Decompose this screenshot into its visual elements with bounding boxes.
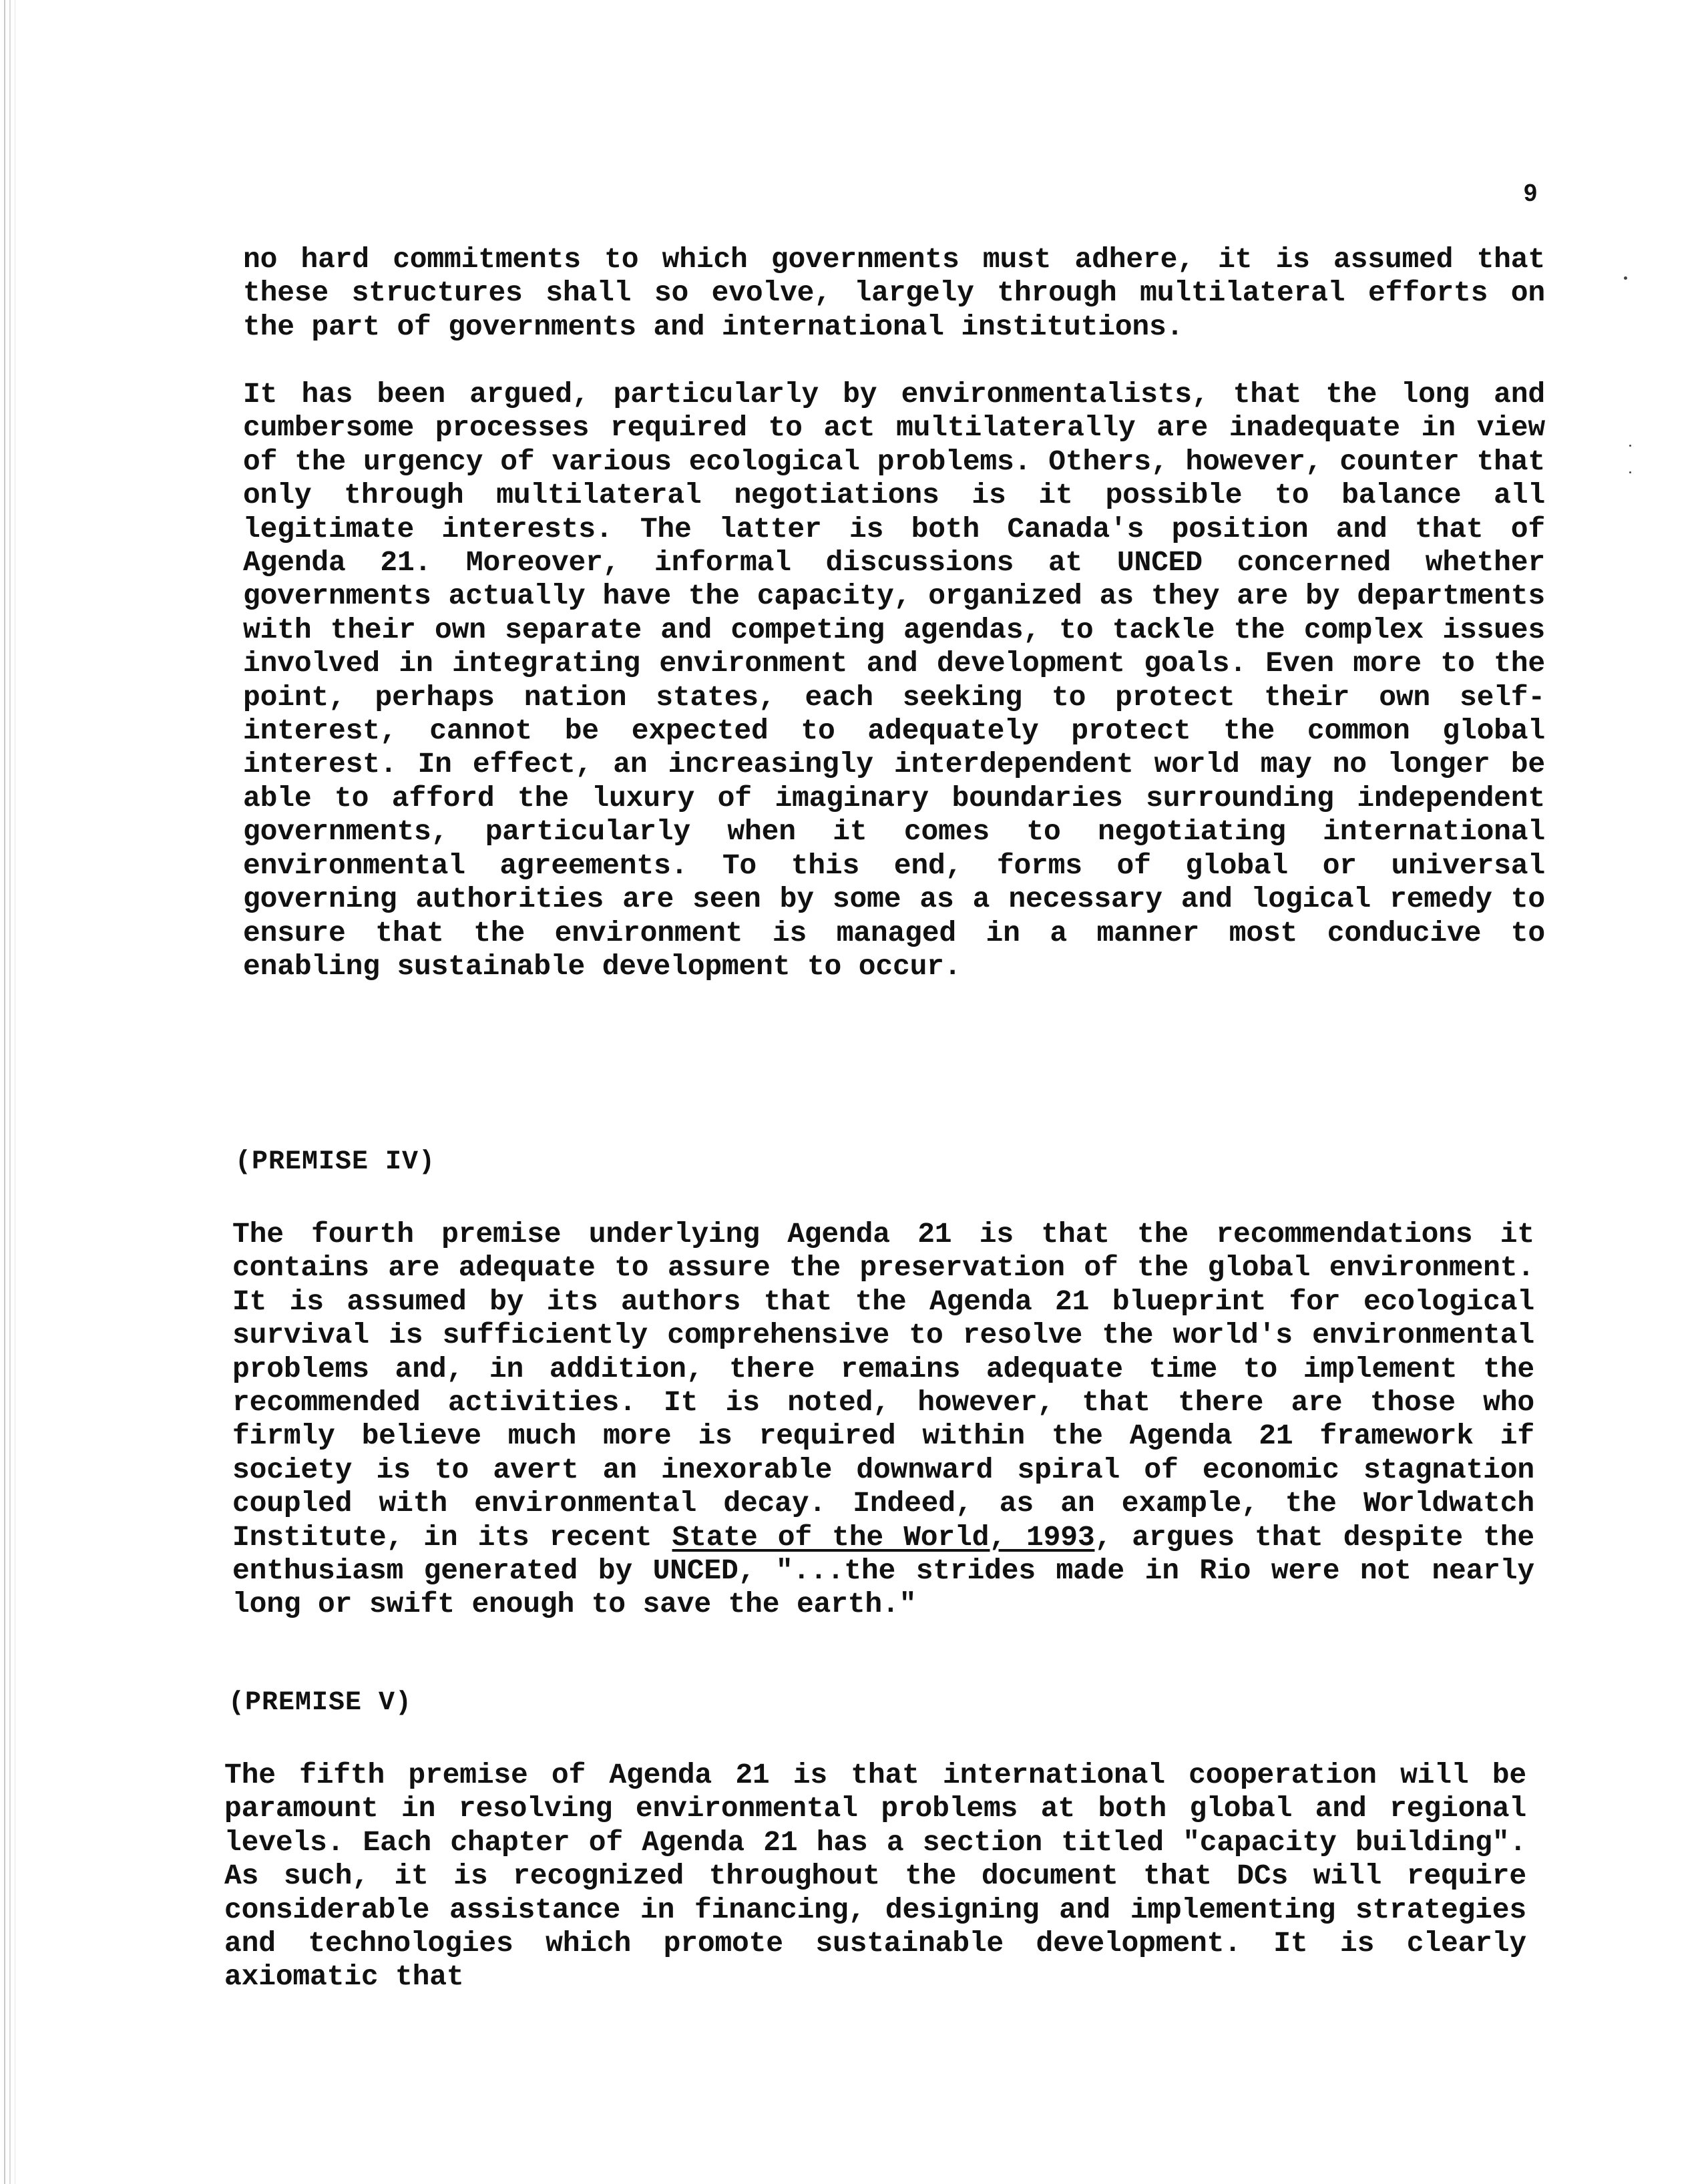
heading-premise-v: (PREMISE V) [228, 1688, 413, 1718]
emphasis-text: adequate to assure the preservation of the global environment. [458, 1251, 1534, 1285]
text-run: The fifth premise of Agenda 21 is that [224, 1759, 943, 1791]
text-run: , argues that despite the enthusiasm generated by UNCED, "...the strides made in Rio were not nearly long or swift enough to save the earth." [232, 1520, 1534, 1621]
text-run: It is assumed by its authors that the Agenda 21 blueprint for ecological survival is sufficiently comprehensive to resolve the world's environmental problems and, in addition, there remains adequate time to implement the recommended activities. It is noted, however, that there are those who firmly believe much more is required within the Agenda 21 framework if society is to avert an inexorable downward spiral of economic stagnation coupled with environmental decay. Indeed, as an example, the Worldwatch Institute, in its recent [232, 1285, 1534, 1554]
paragraph-premise-iv [232, 1218, 1534, 1622]
scan-speck [1624, 276, 1627, 280]
paragraph-continuation: no hard commitments to which governments must adhere, it is assumed that these structures shall so evolve, largely through multilateral efforts on the part of governments and international institutions. [243, 243, 1545, 343]
heading-premise-iv: (PREMISE IV) [235, 1147, 436, 1177]
scan-binding-edge [4, 0, 5, 2184]
page-number: 9 [1524, 179, 1538, 206]
cited-title: State of the World, 1993 [672, 1520, 1095, 1554]
paragraph-multilateralism: It has been argued, particularly by environmentalists, that the long and cumbersome processes required to act multilaterally are inadequate in view of the urgency of various ecological problems. Others, however, counter that only through multilateral negotiations is it possible to balance all legitimate interests. The latter is both Canada's position and that of Agenda 21. Moreover, informal discussions at UNCED concerned whether governments actually have the capacity, organized as they are by departments with their own separate and competing agendas, to tackle the complex issues involved in integrating environment and development goals. Even more to the point, perhaps nation states, each seeking to protect their own self-interest, cannot be expected to adequately protect the common global interest. In effect, an increasingly interdependent world may no longer be able to afford the luxury of imaginary boundaries surrounding independent governments, particularly when it comes to negotiating international environmental agreements. To this end, forms of global or universal governing authorities are seen by some as a necessary and logical remedy to ensure that the environment is managed in a manner most conducive to enabling sustainable development to occur. [243, 378, 1545, 983]
text-run: The fourth premise underlying Agenda 21 is that the recommendations it contains are [232, 1218, 1534, 1285]
scan-speck [1629, 471, 1631, 473]
paragraph-premise-v [224, 1759, 1526, 1994]
text-run: in resolving environmental problems at both global and regional levels. Each chapter of Agenda 21 has a section titled "capacity building". As such, it is recognized throughout the document that DCs will require considerable assistance in financing, designing and implementing strategies and technologies which promote sustainable development. It is clearly axiomatic that [224, 1792, 1526, 1994]
scan-speck [1629, 445, 1631, 447]
emphasis-text: international cooperation will be paramount [224, 1759, 1526, 1825]
scan-binding-edge [9, 0, 11, 2184]
